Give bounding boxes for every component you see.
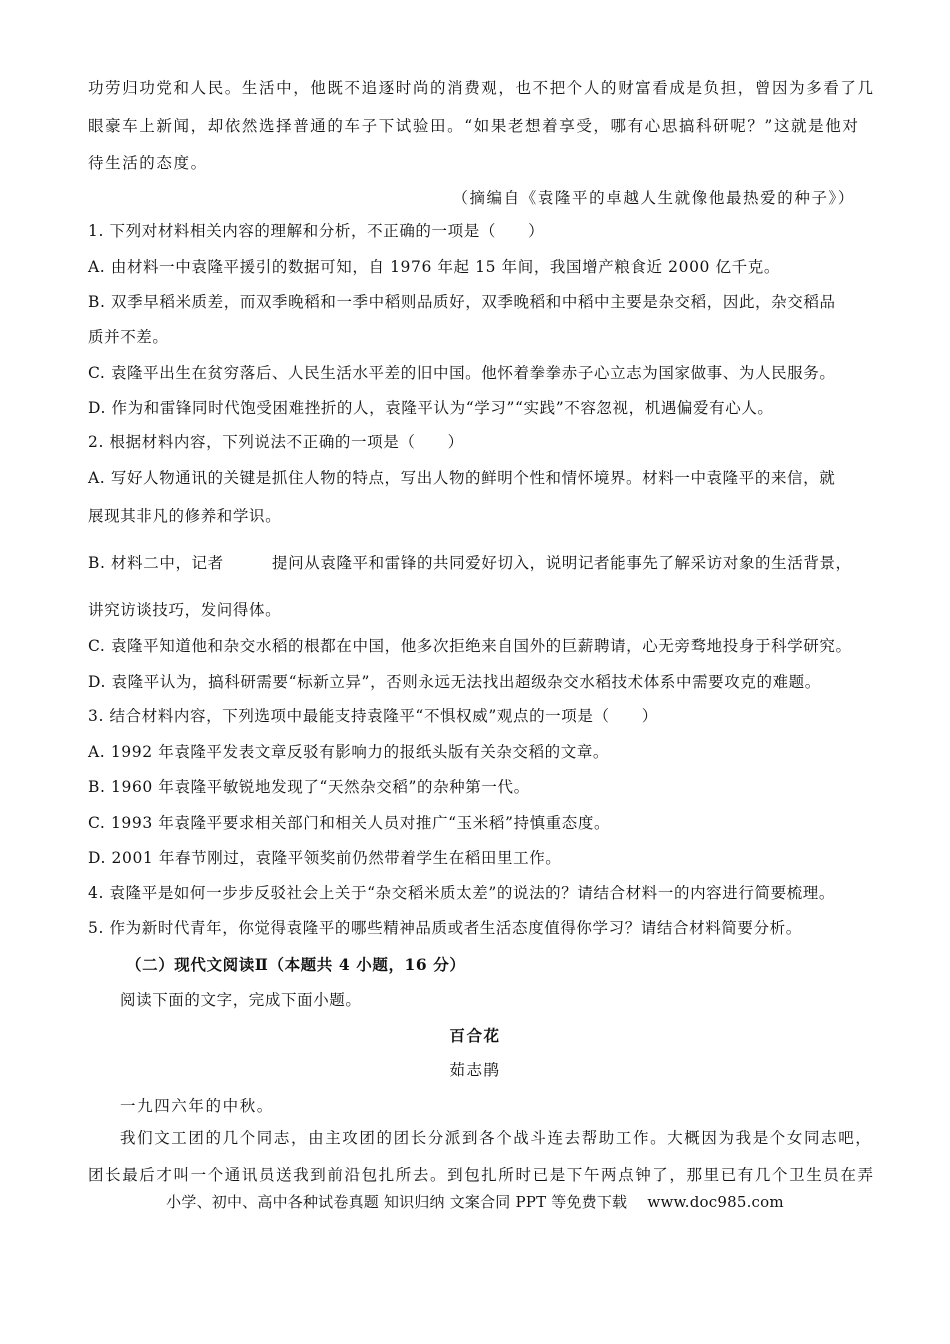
question-2-option-d: D. 袁隆平认为，搞科研需要“标新立异”，否则永远无法找出超级杂交水稻技术体系中需要攻克的难题。 — [88, 673, 821, 691]
question-5: 5. 作为新时代青年，你觉得袁隆平的哪些精神品质或者生活态度值得你学习？请结合材料简要分析。 — [88, 919, 802, 937]
section-heading: （二）现代文阅读Ⅱ（本题共 4 小题，16 分） — [126, 955, 466, 974]
question-2-option-a-cont: 展现其非凡的修养和学识。 — [88, 507, 282, 525]
question-3-option-a: A. 1992 年袁隆平发表文章反驳有影响力的报纸头版有关杂交稻的文章。 — [88, 743, 610, 761]
question-2-option-a: A. 写好人物通讯的关键是抓住人物的特点，写出人物的鲜明个性和情怀境界。材料一中袁隆平的来信，就 — [88, 469, 836, 487]
question-2-option-b-cont: 讲究访谈技巧，发问得体。 — [88, 601, 282, 619]
question-2-option-c: C. 袁隆平知道他和杂交水稻的根都在中国，他多次拒绝来自国外的巨薪聘请，心无旁骛地投身于科学研究。 — [88, 637, 852, 655]
story-author: 茹志鹃 — [449, 1061, 501, 1079]
question-1-stem: 1. 下列对材料相关内容的理解和分析，不正确的一项是（ ） — [88, 222, 545, 240]
question-3-option-b: B. 1960 年袁隆平敏锐地发现了“天然杂交稻”的杂种第一代。 — [88, 778, 530, 796]
story-paragraph: 我们文工团的几个同志，由主攻团的团长分派到各个战斗连去帮助工作。大概因为我是个女同志吧， — [120, 1129, 873, 1147]
question-2-option-b: B. 材料二中，记者 提问从袁隆平和雷锋的共同爱好切入，说明记者能事先了解采访对象的生活背景， — [88, 554, 852, 572]
source-note: （摘编自《袁隆平的卓越人生就像他最热爱的种子》） — [452, 189, 855, 207]
story-title: 百合花 — [449, 1026, 501, 1045]
question-1-option-a: A. 由材料一中袁隆平援引的数据可知，自 1976 年起 15 年间，我国增产粮食近 2000 亿千克。 — [88, 258, 780, 276]
question-1-option-d: D. 作为和雷锋同时代饱受困难挫折的人，袁隆平认为“学习”“实践”不容忽视，机遇偏爱有心人。 — [88, 399, 774, 417]
question-1-option-c: C. 袁隆平出生在贫穷落后、人民生活水平差的旧中国。他怀着拳拳赤子心立志为国家做事、为人民服务。 — [88, 364, 836, 382]
question-3-stem: 3. 结合材料内容，下列选项中最能支持袁隆平“不惧权威”观点的一项是（ ） — [88, 707, 658, 725]
page-footer: 小学、初中、高中各种试卷真题 知识归纳 文案合同 PPT 等免费下载 www.doc985.com — [166, 1193, 784, 1211]
question-3-option-d: D. 2001 年春节刚过，袁隆平领奖前仍然带着学生在稻田里工作。 — [88, 849, 562, 867]
passage-line: 眼豪车上新闻，却依然选择普通的车子下试验田。“如果老想着享受，哪有心思搞科研呢？”这就是他对 — [88, 117, 860, 135]
question-4: 4. 袁隆平是如何一步步反驳社会上关于“杂交稻米质太差”的说法的？请结合材料一的内容进行简要梳理。 — [88, 884, 835, 902]
question-3-option-c: C. 1993 年袁隆平要求相关部门和相关人员对推广“玉米稻”持慎重态度。 — [88, 814, 611, 832]
question-1-option-b-cont: 质并不差。 — [88, 328, 169, 346]
story-paragraph: 一九四六年的中秋。 — [120, 1097, 274, 1115]
question-2-stem: 2. 根据材料内容，下列说法不正确的一项是（ ） — [88, 433, 464, 451]
question-1-option-b: B. 双季早稻米质差，而双季晚稻和一季中稻则品质好，双季晚稻和中稻中主要是杂交稻，因此，杂交稻品 — [88, 293, 836, 311]
story-paragraph-cont: 团长最后才叫一个通讯员送我到前沿包扎所去。到包扎所时已是下午两点钟了，那里已有几个卫生员在弄 — [88, 1166, 875, 1184]
passage-line: 待生活的态度。 — [88, 154, 208, 172]
passage-line: 功劳归功党和人民。生活中，他既不追逐时尚的消费观，也不把个人的财富看成是负担，曾因为多看了几 — [88, 79, 875, 97]
reading-instruction: 阅读下面的文字，完成下面小题。 — [120, 991, 362, 1009]
